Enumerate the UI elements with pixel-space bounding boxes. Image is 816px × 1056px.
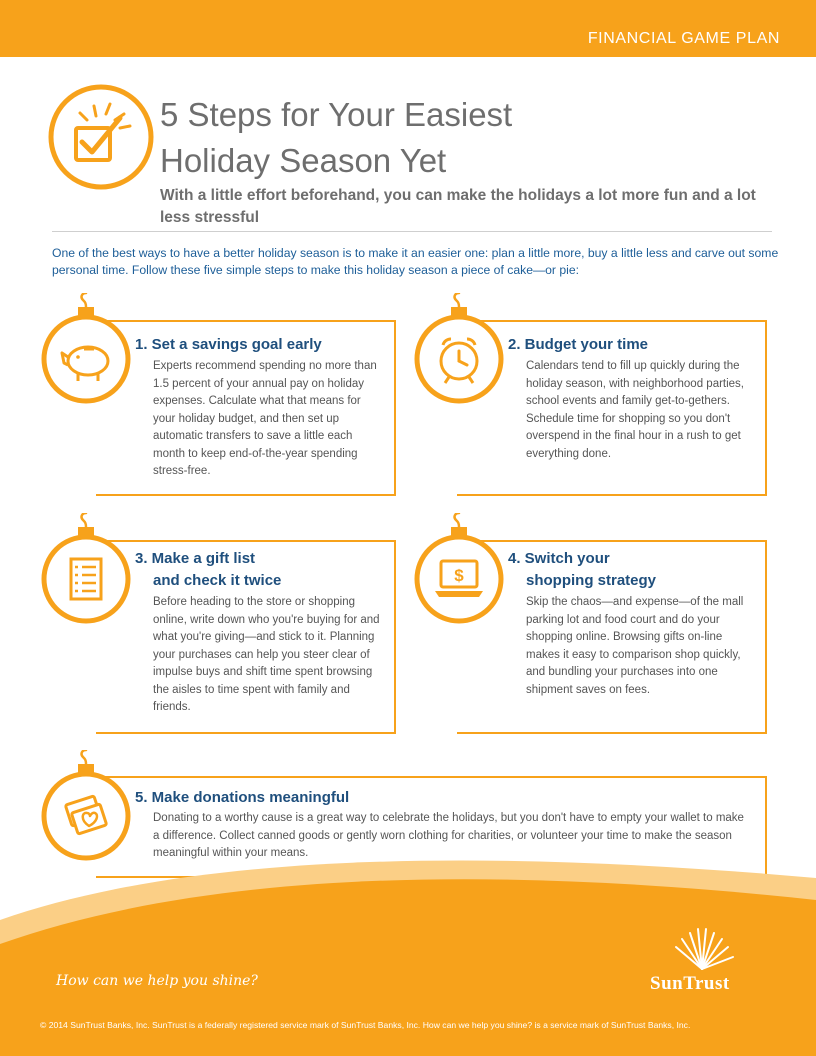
step-4-title-line-2: shopping strategy: [526, 572, 657, 589]
step-3-title: [135, 548, 281, 592]
title-line-1: 5 Steps for Your Easiest: [160, 96, 513, 133]
heart-cards-icon: [40, 750, 132, 866]
step-2-body: Calendars tend to fill up quickly during the holiday season, with neighborhood parties, school events and family get-to-gethers. Schedule time for shopping so you don't overspend in the final hour in a rush to get everything done.: [526, 360, 745, 460]
subtitle: With a little effort beforehand, you can make the holidays a lot more fun and a lot less stressful: [160, 187, 756, 226]
step-5-title: 5. Make donations meaningful: [135, 789, 350, 806]
tagline: How can we help you shine?: [56, 973, 258, 989]
piggy-bank-icon: [40, 293, 132, 409]
intro-paragraph: One of the best ways to have a better holiday season is to make it an easier one: plan a little more, buy a little less and carve out some personal time. Follow these five simple steps to make this holiday season a piece of cake—or pie:: [52, 246, 779, 277]
step-4-title: [508, 548, 656, 592]
step-2-title: 2. Budget your time: [508, 336, 649, 353]
divider: [52, 231, 772, 232]
header-bar: [0, 0, 816, 57]
suntrust-logo-text: SunTrust: [650, 973, 730, 994]
svg-text:$: $: [454, 566, 464, 585]
step-4-body: Skip the chaos—and expense—of the mall parking lot and food court and do your shopping online. Browsing gifts on-line makes it easy to comparison shop quickly, and bundling your purchases into one shipment saves on fees.: [526, 596, 744, 696]
step-3-body: Before heading to the store or shopping online, write down who you're buying for and what you're giving—and stick to it. Planning your purchases can help you steer clear of impulse buys and shift time spent browsing the aisles to time spent with family and friends.: [153, 596, 380, 713]
checklist-icon: [40, 513, 132, 629]
page-title: [160, 92, 720, 184]
step-1-body: Experts recommend spending no more than 1.5 percent of your annual pay on holiday expenses. Calculate what that means for your holiday budget, and then set up automatic transfers to save a little each month to keep end-of-the-year spending stress-free.: [153, 360, 377, 477]
step-3-title-line-2: and check it twice: [153, 572, 282, 589]
step-1-title: 1. Set a savings goal early: [135, 336, 322, 353]
step-3-title-line-1: 3. Make a gift list: [135, 550, 256, 567]
title-line-2: Holiday Season Yet: [160, 142, 447, 179]
laptop-dollar-icon: [413, 513, 505, 629]
alarm-clock-icon: [413, 293, 505, 409]
step-4-title-line-1: 4. Switch your: [508, 550, 610, 567]
step-5-body: Donating to a worthy cause is a great way to celebrate the holidays, but you don't have to empty your wallet to make a difference. Collect canned goods or gently worn clothing for charities, or volunteer your time to make the season meaningful within your means.: [153, 812, 744, 859]
footer-legal: © 2014 SunTrust Banks, Inc. SunTrust is a federally registered service mark of SunTrust Banks, Inc. How can we help you shine? is a service mark of SunTrust Banks, Inc.: [40, 1020, 691, 1030]
checkmark-burst-icon: [46, 82, 156, 192]
header-label: FINANCIAL GAME PLAN: [587, 30, 780, 47]
